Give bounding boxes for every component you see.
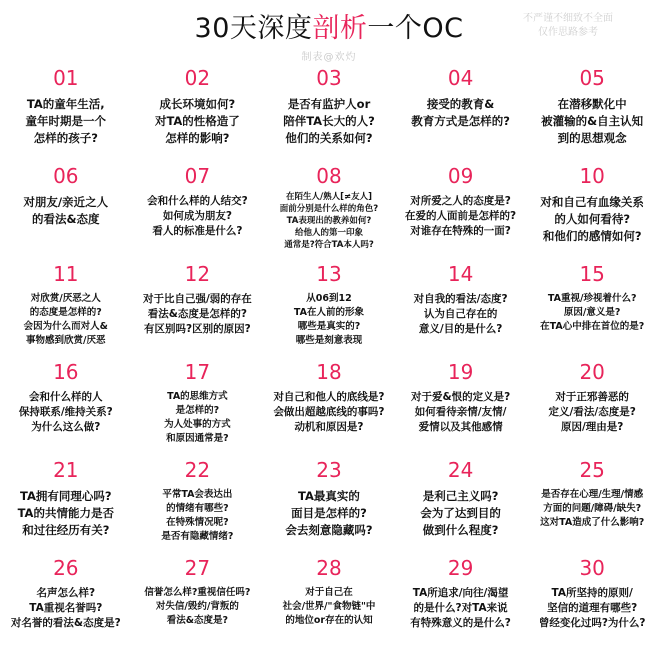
day-cell <box>263 554 395 652</box>
day-number: 25 <box>579 458 605 482</box>
day-prompt: 是利己主义吗? 会为了达到目的 做到什么程度? <box>420 489 501 537</box>
day-prompt: 是否有监护人or 陪伴TA长大的人? 他们的关系如何? <box>283 97 375 145</box>
day-cell <box>263 260 395 358</box>
day-cell <box>132 358 264 456</box>
day-number: 20 <box>579 360 605 384</box>
day-cell <box>395 456 527 554</box>
day-prompt: 会和什么样的人 保持联系/维持关系? 为什么这么做? <box>18 391 113 433</box>
day-cell <box>526 64 658 162</box>
day-prompt: TA所追求/向往/渴望 的是什么?对TA来说 有特殊意义的是什么? <box>410 587 511 629</box>
day-prompt: 对自我的看法/态度? 认为自己存在的 意义/目的是什么? <box>413 293 508 335</box>
title-suffix: 一个OC <box>367 13 464 44</box>
day-prompt: 是否存在心理/生理/情感 方面的问题/障碍/缺失? 这对TA造成了什么影响? <box>540 489 645 528</box>
day-number: 23 <box>316 458 342 482</box>
day-prompt: 对自己和他人的底线是? 会做出超越底线的事吗? 动机和原因是? <box>273 391 385 433</box>
day-cell <box>526 456 658 554</box>
day-cell <box>132 64 264 162</box>
day-number: 03 <box>316 66 342 90</box>
day-number: 10 <box>579 164 605 188</box>
day-cell <box>263 456 395 554</box>
day-number: 13 <box>316 262 342 286</box>
day-cell <box>526 358 658 456</box>
day-cell <box>526 162 658 260</box>
day-number: 05 <box>579 66 605 90</box>
day-number: 30 <box>579 556 605 580</box>
day-prompt: 对于自己在 社会/世界/"食物链"中 的地位or存在的认知 <box>282 587 376 626</box>
day-prompt: 平常TA会表达出 的情绪有哪些? 在特殊情况呢? 是否有隐藏情绪? <box>161 489 234 542</box>
day-number: 27 <box>184 556 211 580</box>
day-prompt: TA重视/珍视着什么? 原因/意义是? 在TA心中排在首位的是? <box>540 293 645 332</box>
day-prompt: 成长环境如何? 对TA的性格造了 怎样的影响? <box>154 97 240 145</box>
day-number: 15 <box>579 262 605 286</box>
day-number: 24 <box>447 458 474 482</box>
day-prompt: 对于正邪善恶的 定义/看法/态度是? 原因/理由是? <box>548 391 636 433</box>
day-number: 01 <box>53 66 79 90</box>
day-number: 28 <box>316 556 342 580</box>
challenge-grid <box>0 64 658 652</box>
day-cell <box>132 456 264 554</box>
day-cell <box>0 260 132 358</box>
day-prompt: TA拥有同理心吗? TA的共情能力是否 和过往经历有关? <box>17 489 114 537</box>
day-prompt: 从06到12 TA在人前的形象 哪些是真实的? 哪些是刻意表现 <box>293 293 365 346</box>
day-prompt: 名声怎么样? TA重视名誉吗? 对名誉的看法&态度是? <box>10 587 121 629</box>
day-cell <box>263 162 395 260</box>
title-prefix: 30天深度 <box>194 13 313 44</box>
day-cell <box>395 554 527 652</box>
day-cell <box>395 64 527 162</box>
day-cell <box>132 554 264 652</box>
day-prompt: 信誉怎么样?重视信任吗? 对失信/毁约/背叛的 看法&态度是? <box>144 587 251 626</box>
day-number: 08 <box>316 164 342 188</box>
day-cell <box>132 162 264 260</box>
day-prompt: TA最真实的 面目是怎样的? 会去刻意隐藏吗? <box>285 489 373 537</box>
day-number: 19 <box>447 360 474 384</box>
author-credit: 制表@欢灼 <box>301 52 357 63</box>
day-number: 07 <box>184 164 211 188</box>
day-number: 14 <box>447 262 474 286</box>
day-cell <box>0 358 132 456</box>
day-number: 02 <box>184 66 211 90</box>
day-number: 12 <box>184 262 211 286</box>
day-prompt: TA的思维方式 是怎样的? 为人处事的方式 和原因通常是? <box>164 391 231 444</box>
day-cell <box>263 358 395 456</box>
day-prompt: 在陌生人/熟人[≠友人] 面前分别是什么样的角色? TA表现出的教养如何? 给他人的第一印象 通常是?符合TA本人吗? <box>279 192 379 250</box>
day-cell <box>263 64 395 162</box>
day-prompt: 在潜移默化中 被灌输的&自主认知 到的思想观念 <box>541 97 644 145</box>
day-cell <box>132 260 264 358</box>
day-cell <box>0 162 132 260</box>
day-prompt: TA的童年生活, 童年时期是一个 怎样的孩子? <box>25 97 107 145</box>
day-cell <box>526 260 658 358</box>
day-prompt: 对于爱&恨的定义是? 如何看待亲情/友情/ 爱情以及其他感情 <box>410 391 511 433</box>
day-number: 17 <box>184 360 211 384</box>
disclaimer-watermark: 不严谨不细致不全面 仅作思路参考 <box>523 13 613 38</box>
day-cell <box>395 358 527 456</box>
day-number: 16 <box>53 360 79 384</box>
day-number: 29 <box>447 556 474 580</box>
day-cell <box>526 554 658 652</box>
day-number: 06 <box>53 164 79 188</box>
day-prompt: TA所坚持的原则/ 坚信的道理有哪些? 曾经变化过吗?为什么? <box>538 587 646 629</box>
day-cell <box>0 554 132 652</box>
day-number: 11 <box>53 262 79 286</box>
title-accent: 剖析 <box>312 13 368 44</box>
day-number: 21 <box>53 458 79 482</box>
day-number: 22 <box>184 458 211 482</box>
day-number: 26 <box>53 556 79 580</box>
day-cell <box>395 162 527 260</box>
day-prompt: 对于比自己强/弱的存在 看法&态度是怎样的? 有区别吗?区别的原因? <box>142 293 252 335</box>
day-prompt: 对朋友/亲近之人 的看法&态度 <box>23 195 109 226</box>
header <box>0 0 658 68</box>
day-prompt: 会和什么样的人结交? 如何成为朋友? 看人的标准是什么? <box>147 195 248 237</box>
day-cell <box>0 64 132 162</box>
day-prompt: 对和自己有血缘关系 的人如何看待? 和他们的感情如何? <box>540 195 644 243</box>
day-number: 04 <box>447 66 474 90</box>
day-cell <box>0 456 132 554</box>
day-prompt: 对欣赏/厌恶之人 的态度是怎样的? 会因为什么而对人& 事物感到欣赏/厌恶 <box>23 293 108 346</box>
day-number: 09 <box>447 164 474 188</box>
day-cell <box>395 260 527 358</box>
day-prompt: 接受的教育& 教育方式是怎样的? <box>411 97 510 128</box>
day-number: 18 <box>316 360 342 384</box>
day-prompt: 对所爱之人的态度是? 在爱的人面前是怎样的? 对谁存在特殊的一面? <box>405 195 517 237</box>
